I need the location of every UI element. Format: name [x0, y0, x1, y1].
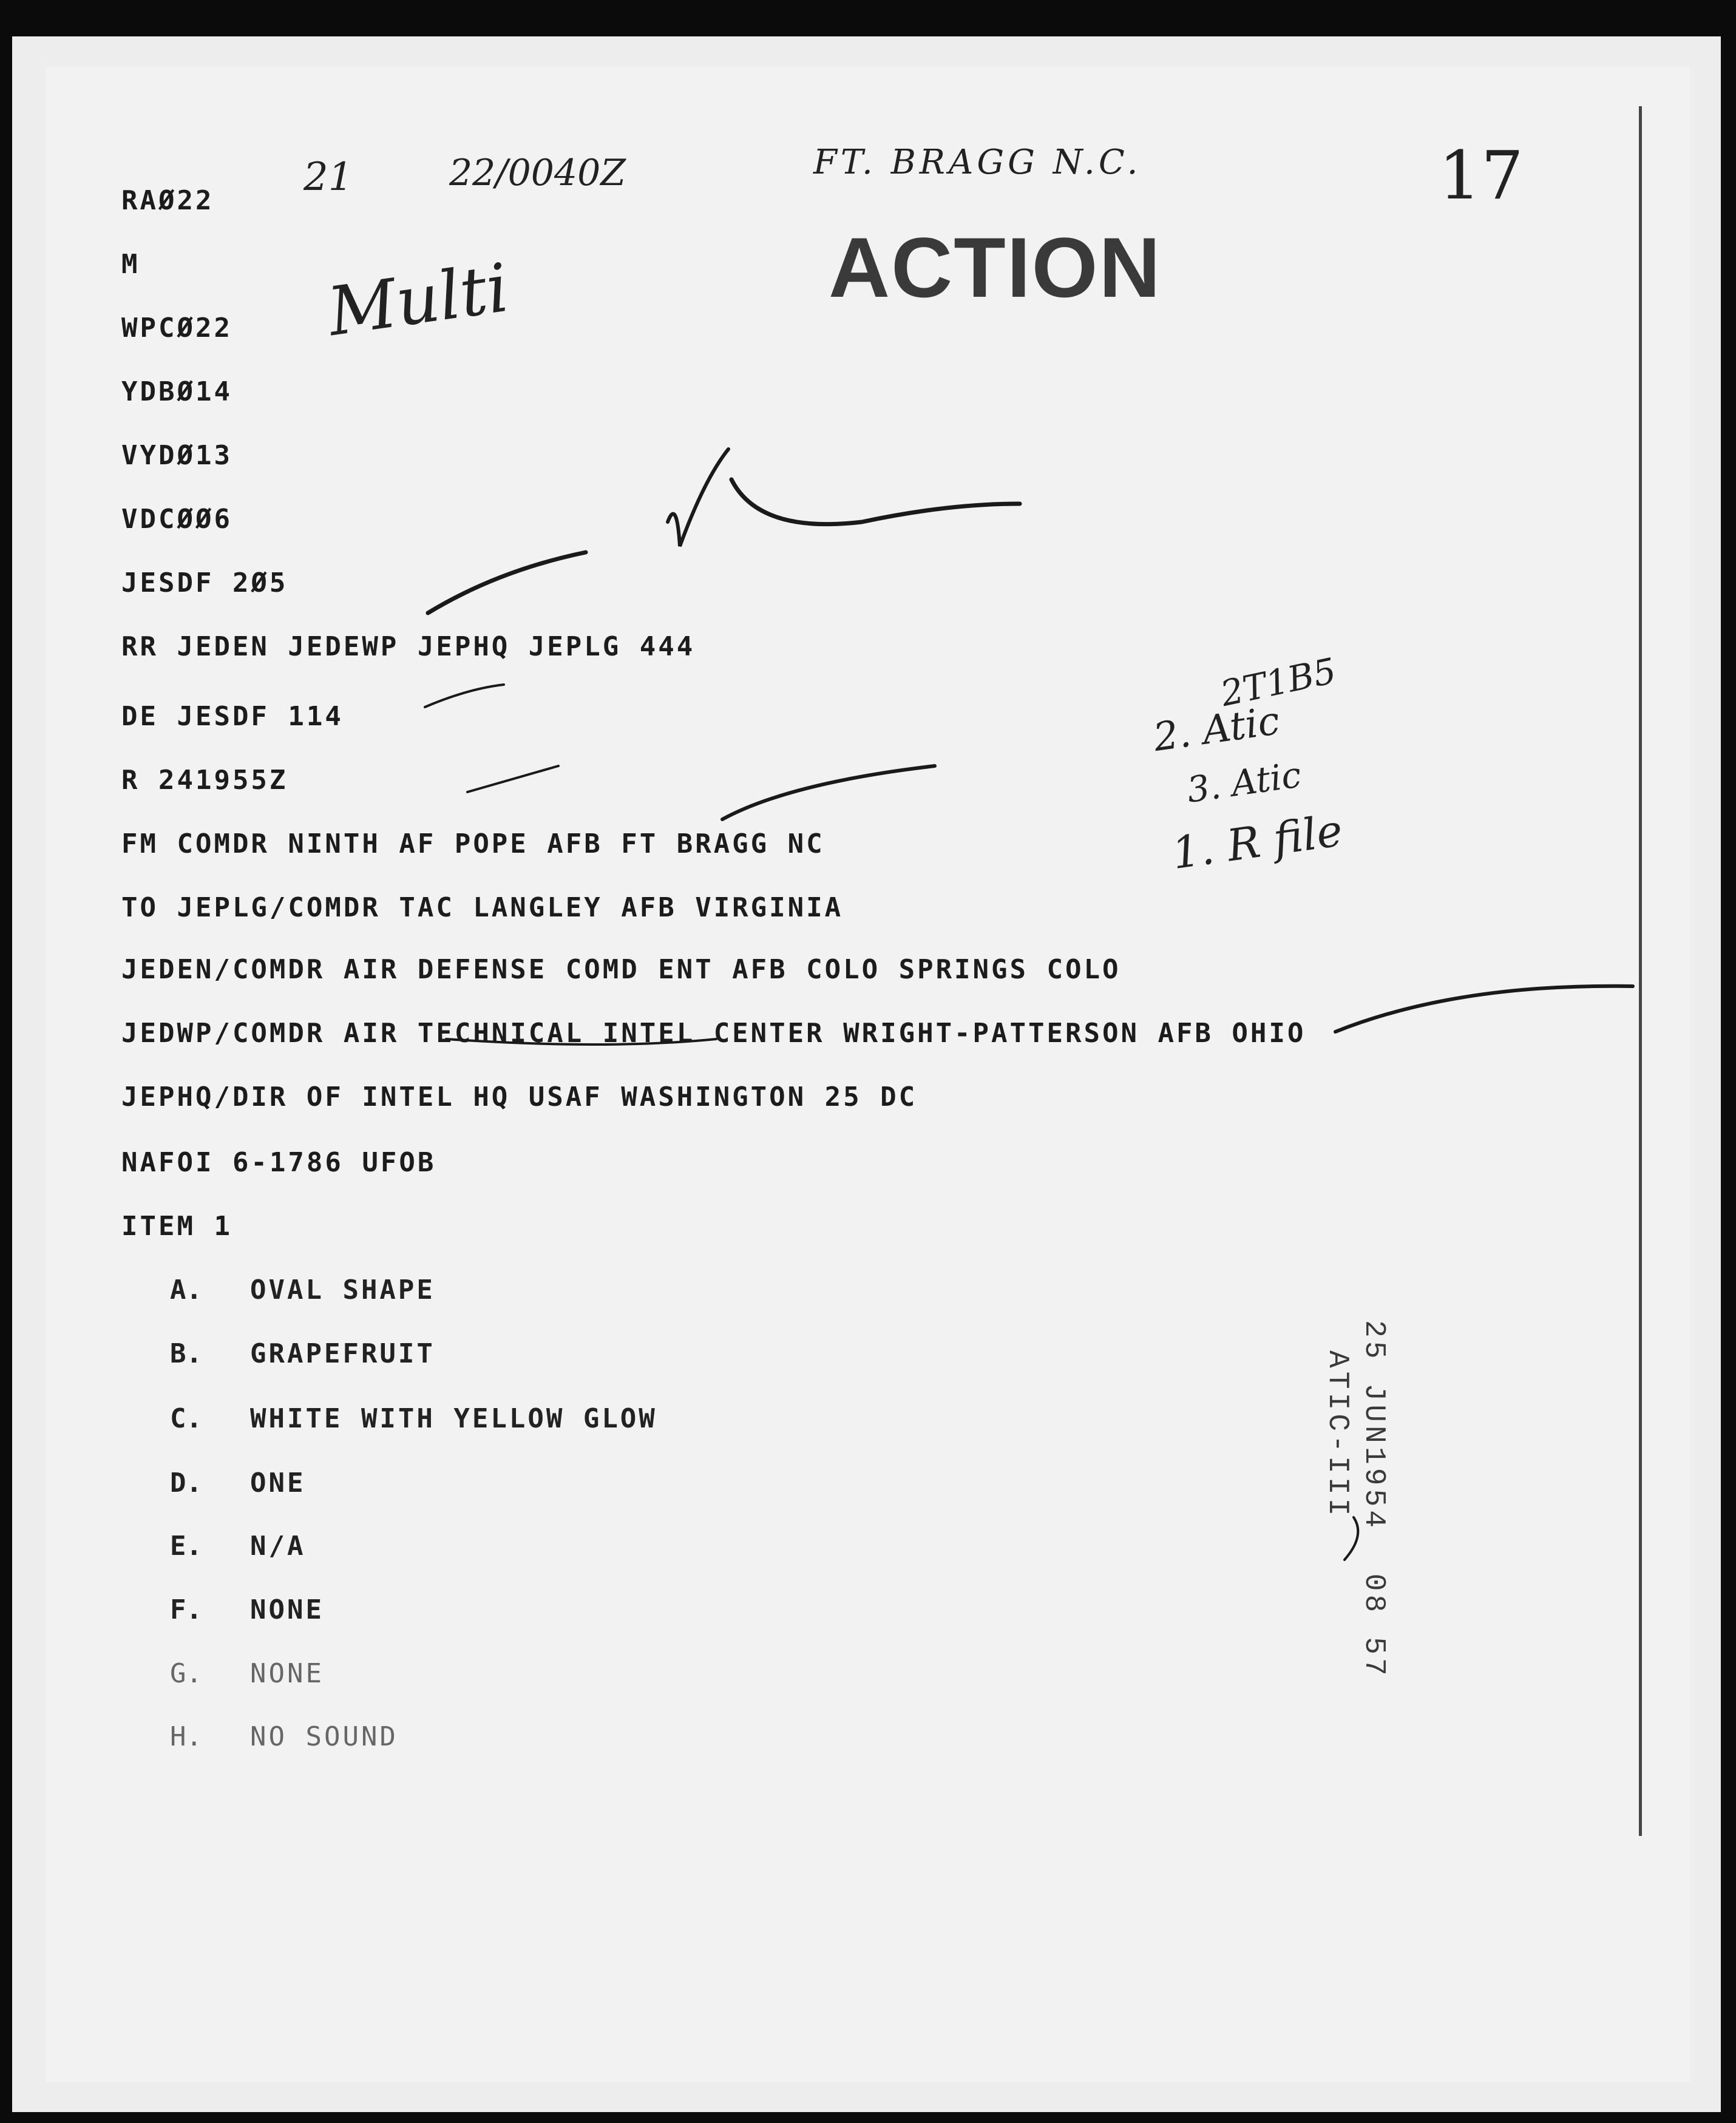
header-line-to: TO JEPLG/COMDR TAC LANGLEY AFB VIRGINIA [121, 892, 844, 923]
header-line-de: DE JESDF 114 [121, 701, 344, 732]
handwritten-routing-note: 1. R file [1168, 804, 1346, 879]
handwritten-routing-note: 2. Atic [1150, 698, 1283, 761]
header-line-jedwp: JEDWP/COMDR AIR TECHNICAL INTEL CENTER WRIGHT-PATTERSON AFB OHIO [121, 1018, 1306, 1049]
header-line-dtg: R 241955Z [121, 765, 288, 796]
item-letter: F. [170, 1594, 202, 1625]
item-letter: B. [170, 1338, 202, 1369]
item-letter: E. [170, 1531, 202, 1562]
item-text: ONE [250, 1468, 306, 1498]
handwritten-page-number: 17 [1439, 137, 1524, 214]
header-line-nafoi: NAFOI 6-1786 UFOB [121, 1147, 436, 1178]
header-line-jephq: JEPHQ/DIR OF INTEL HQ USAF WASHINGTON 25 DC [121, 1082, 918, 1112]
atic-stamp: 25 JUN1954 08 57 [1357, 1320, 1390, 1679]
item-letter: C. [170, 1403, 202, 1434]
routing-line-4: YDBØ14 [121, 376, 232, 407]
action-stamp: ACTION [829, 220, 1162, 315]
item-text: NO SOUND [250, 1721, 398, 1752]
item-letter: H. [170, 1721, 202, 1752]
routing-line-7: JESDF 2Ø5 [121, 567, 288, 598]
routing-line-3: WPCØ22 [121, 313, 232, 344]
atic-office-stamp: ATIC-III [1321, 1350, 1354, 1520]
item-text: OVAL SHAPE [250, 1275, 435, 1305]
item-text: GRAPEFRUIT [250, 1338, 435, 1369]
item-text: WHITE WITH YELLOW GLOW [250, 1403, 657, 1434]
item-text: NONE [250, 1658, 324, 1689]
item-letter: A. [170, 1275, 202, 1305]
routing-line-6: VDCØØ6 [121, 504, 232, 535]
header-line-from: FM COMDR NINTH AF POPE AFB FT BRAGG NC [121, 828, 825, 859]
item-text: N/A [250, 1531, 306, 1562]
handwritten-dtg: 22/0040Z [449, 152, 626, 194]
item-letter: D. [170, 1468, 202, 1498]
item-letter: G. [170, 1658, 202, 1689]
handwritten-number: 21 [303, 155, 353, 200]
header-line-jeden: JEDEN/COMDR AIR DEFENSE COMD ENT AFB COLO SPRINGS COLO [121, 954, 1121, 985]
handwritten-routing-code: 2T1B5 [1217, 649, 1340, 715]
routing-line-2: M [121, 249, 140, 280]
handwritten-routing-note: 3. Atic [1184, 754, 1304, 811]
header-line-rr: RR JEDEN JEDEWP JEPHQ JEPLG 444 [121, 631, 696, 662]
handwritten-location: FT. BRAGG N.C. [813, 143, 1142, 182]
header-line-item: ITEM 1 [121, 1211, 232, 1242]
item-text: NONE [250, 1594, 324, 1625]
routing-line-5: VYDØ13 [121, 440, 232, 471]
routing-line-1: RAØ22 [121, 185, 214, 216]
handwritten-multi: Multi [323, 248, 514, 351]
